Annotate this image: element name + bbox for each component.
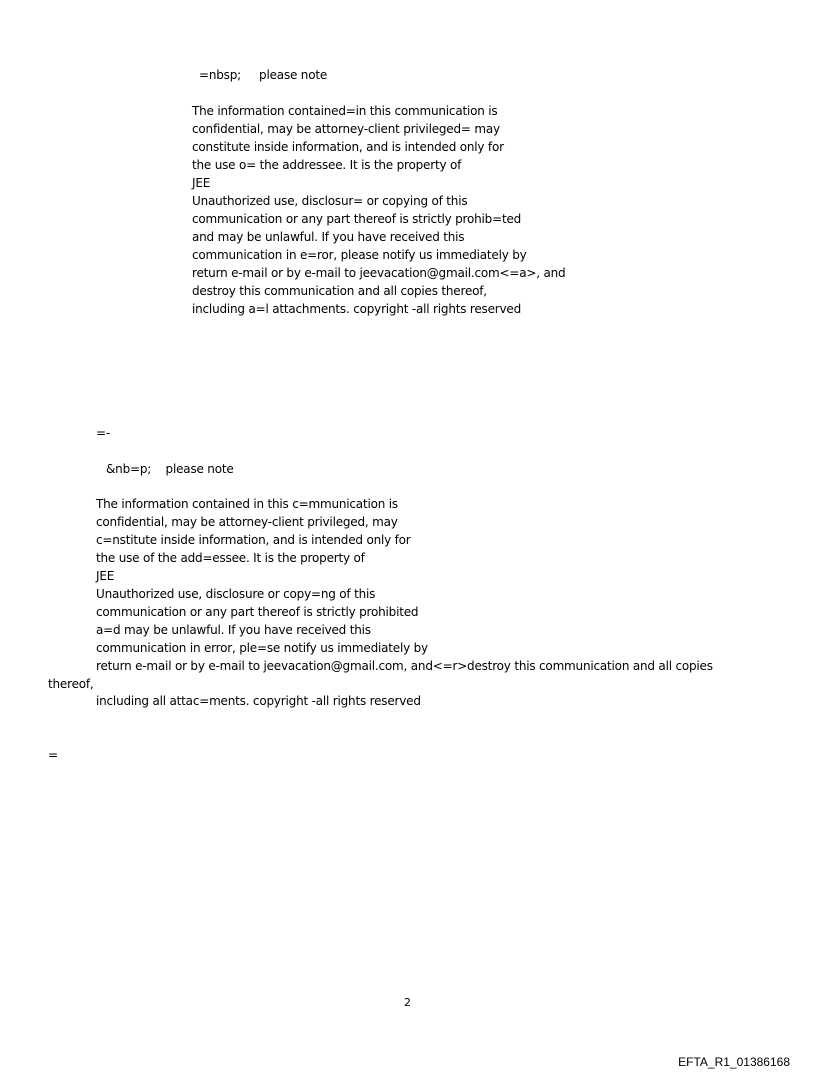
- block1-line: communication in e=ror, please notify us immediately by: [192, 248, 527, 262]
- block2-line: the use of the add=essee. It is the property of: [96, 551, 365, 565]
- block2-last-line: including all attac=ments. copyright -all rights reserved: [96, 694, 421, 708]
- block2-disclaimer: [96, 495, 713, 675]
- page-number: 2: [404, 996, 411, 1009]
- block2-line: confidential, may be attorney-client privileged, may: [96, 515, 398, 529]
- document-id: EFTA_R1_01386168: [678, 1055, 790, 1069]
- block1-line: destroy this communication and all copies thereof,: [192, 284, 487, 298]
- trailing-equals: =: [48, 748, 58, 762]
- block1-note-line: =nbsp; please note: [199, 68, 328, 82]
- block1-line: return e-mail or by e-mail to jeevacation@gmail.com<=a>, and: [192, 266, 566, 280]
- block2-line: c=nstitute inside information, and is intended only for: [96, 533, 411, 547]
- block1-line: constitute inside information, and is intended only for: [192, 140, 504, 154]
- block1-line: confidential, may be attorney-client privileged= may: [192, 122, 500, 136]
- block1-line: including a=l attachments. copyright -all rights reserved: [192, 302, 522, 316]
- block1-line: the use o= the addressee. It is the property of: [192, 158, 462, 172]
- block2-line: The information contained in this c=mmunication is: [96, 497, 398, 511]
- block2-line: Unauthorized use, disclosure or copy=ng of this: [96, 587, 376, 601]
- block1-line: The information contained=in this communication is: [192, 104, 498, 118]
- block1-line: communication or any part thereof is strictly prohib=ted: [192, 212, 522, 226]
- block2-line: JEE: [96, 569, 115, 583]
- block2-line: return e-mail or by e-mail to jeevacation@gmail.com, and<=r>destroy this communication and all copies: [96, 659, 713, 673]
- block2-line: communication or any part thereof is strictly prohibited: [96, 605, 419, 619]
- block2-wrap-line: thereof,: [48, 677, 94, 691]
- block1-line: and may be unlawful. If you have received this: [192, 230, 465, 244]
- block2-line: a=d may be unlawful. If you have received this: [96, 623, 371, 637]
- block1-line: JEE: [192, 176, 211, 190]
- block2-line: communication in error, ple=se notify us immediately by: [96, 641, 428, 655]
- block1-disclaimer: [192, 102, 565, 318]
- separator-dash: =-: [96, 426, 110, 440]
- block2-note-line: &nb=p; please note: [106, 462, 234, 476]
- block1-line: Unauthorized use, disclosur= or copying of this: [192, 194, 468, 208]
